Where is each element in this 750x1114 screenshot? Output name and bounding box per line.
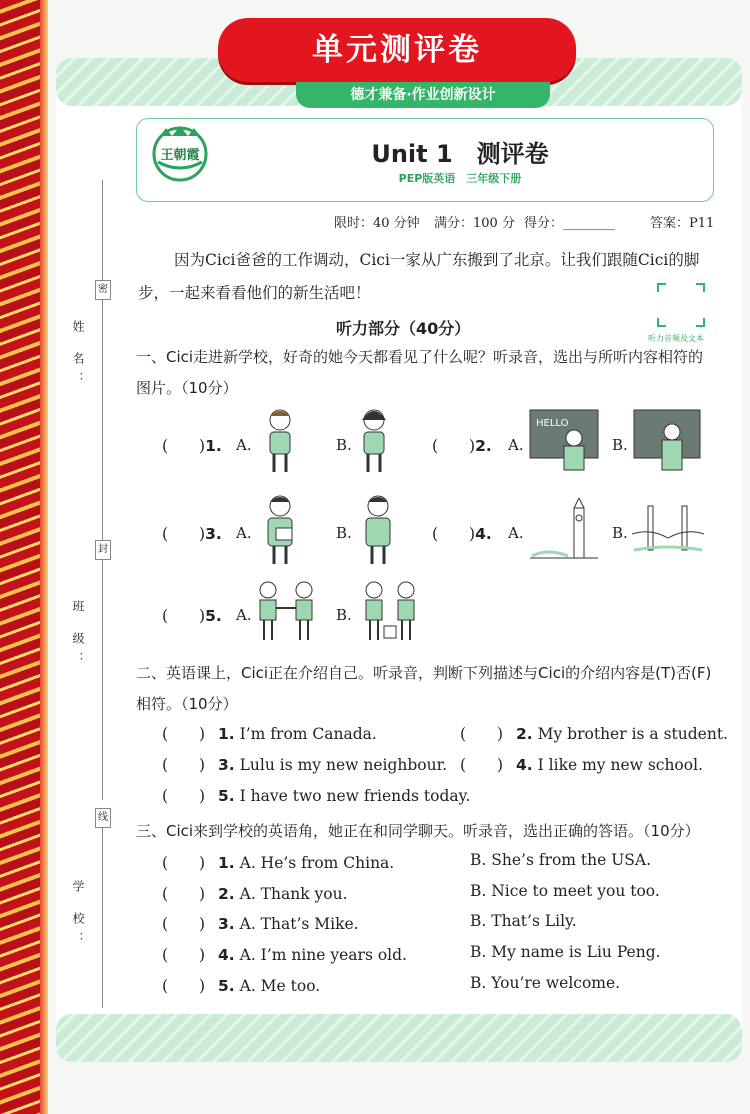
page-title: Unit 1 测评卷 [371,140,549,168]
section3-heading: 三、Cici来到学校的英语角，她正在和同学聊天。听录音，选出正确的答语。（10分） [136,822,700,840]
section1-heading: 一、Cici走进新学校，好奇的她今天都看见了什么呢？听录音，选出与所听内容相符的图片。（10分） [136,348,704,397]
seal-mark-3: 线 [95,808,111,828]
svg-text:HELLO: HELLO [536,418,569,429]
s1-q1-option-a[interactable]: A. [236,436,252,454]
binding-margin [60,180,120,1000]
svg-text:王朝霞: 王朝霞 [160,148,200,163]
golden-gate-bridge-image [632,498,704,566]
s1-q4-option-a[interactable]: A. [508,524,524,542]
s3-q1-option-b[interactable]: B. She’s from the USA. [470,851,652,869]
teacher-waving-image [632,408,702,472]
banner-title: 单元测评卷 [218,18,576,82]
s3-item-1: ( ) 1. A. He’s from China. [162,854,395,872]
s2-item-4[interactable]: ( ) 4. I like my new school. [460,756,703,774]
s3-q3-option-b[interactable]: B. That’s Lily. [470,912,577,930]
s3-q4-option-b[interactable]: B. My name is Liu Peng. [470,943,661,961]
page-subtitle: PEP版英语 三年级下册 [398,172,522,185]
boy-waving-image [354,492,404,568]
s3-item-3: ( ) 3. A. That’s Mike. [162,915,359,933]
full-score: 满分：100 分 [434,216,515,231]
s2-item-5[interactable]: ( ) 5. I have two new friends today. [162,787,471,805]
boy-with-book-image [256,492,306,568]
score-field[interactable]: 得分：________ [524,216,616,231]
s1-item-1: ( )1. [162,437,222,455]
kids-shaking-hands-image [254,578,320,644]
girl-standing-image [352,406,396,476]
name-label: 姓 名： [71,320,85,392]
s1-q5-option-b[interactable]: B. [336,606,352,624]
intro-text: 因为Cici爸爸的工作调动，Cici一家从广东搬到了北京。让我们跟随Cici的脚步，一起来看看他们的新生活吧！ [138,251,700,302]
qr-frame-icon [656,282,706,328]
s1-q3-option-b[interactable]: B. [336,524,352,542]
big-ben-image [528,498,600,566]
seal-mark-2: 封 [95,540,111,560]
answer-page: 答案：P11 [650,216,715,231]
s1-q5-option-a[interactable]: A. [236,606,252,624]
s1-q4-option-b[interactable]: B. [612,524,628,542]
publisher-logo [150,122,210,182]
s3-item-5: ( ) 5. A. Me too. [162,977,321,995]
s3-q4-option-a[interactable]: A. I’m nine years old. [239,946,407,964]
s3-q2-option-b[interactable]: B. Nice to meet you too. [470,882,660,900]
s3-q2-option-a[interactable]: A. Thank you. [239,885,348,903]
s1-item-5: ( )5. [162,607,222,625]
s2-item-3[interactable]: ( ) 3. Lulu is my new neighbour. [162,756,448,774]
s3-q5-option-b[interactable]: B. You’re welcome. [470,974,621,992]
s1-q2-option-b[interactable]: B. [612,436,628,454]
bottom-wave-border [56,1014,742,1062]
qr-label: 听力音频及文本 [648,334,704,343]
decorative-ribbon [0,0,48,1114]
s1-q2-option-a[interactable]: A. [508,436,524,454]
s1-q1-option-b[interactable]: B. [336,436,352,454]
boy-standing-image [258,406,302,476]
s3-item-4: ( ) 4. A. I’m nine years old. [162,946,407,964]
section2-heading: 二、英语课上，Cici正在介绍自己。听录音，判断下列描述与Cici的介绍内容是(T)否(F)相符。（10分） [136,664,712,713]
listening-part-title: 听力部分（40分） [336,319,471,338]
s1-item-3: ( )3. [162,525,222,543]
teacher-blackboard-image [528,408,600,472]
seal-mark-1: 密 [95,280,111,300]
s1-item-2: ( )2. [432,437,492,455]
s3-q3-option-a[interactable]: A. That’s Mike. [239,915,359,933]
s3-item-2: ( ) 2. A. Thank you. [162,885,348,903]
s1-item-4: ( )4. [432,525,492,543]
s2-item-2[interactable]: ( ) 2. My brother is a student. [460,725,728,743]
s2-item-1[interactable]: ( ) 1. I’m from Canada. [162,725,377,743]
s1-q3-option-a[interactable]: A. [236,524,252,542]
school-label: 学 校： [71,880,85,952]
time-limit: 限时：40 分钟 [334,216,420,231]
s3-q5-option-a[interactable]: A. Me too. [239,977,321,995]
s3-q1-option-a[interactable]: A. He’s from China. [239,854,395,872]
banner-subtitle: 德才兼备·作业创新设计 [296,82,550,108]
class-label: 班 级： [71,600,85,672]
kids-playing-image [358,578,424,644]
